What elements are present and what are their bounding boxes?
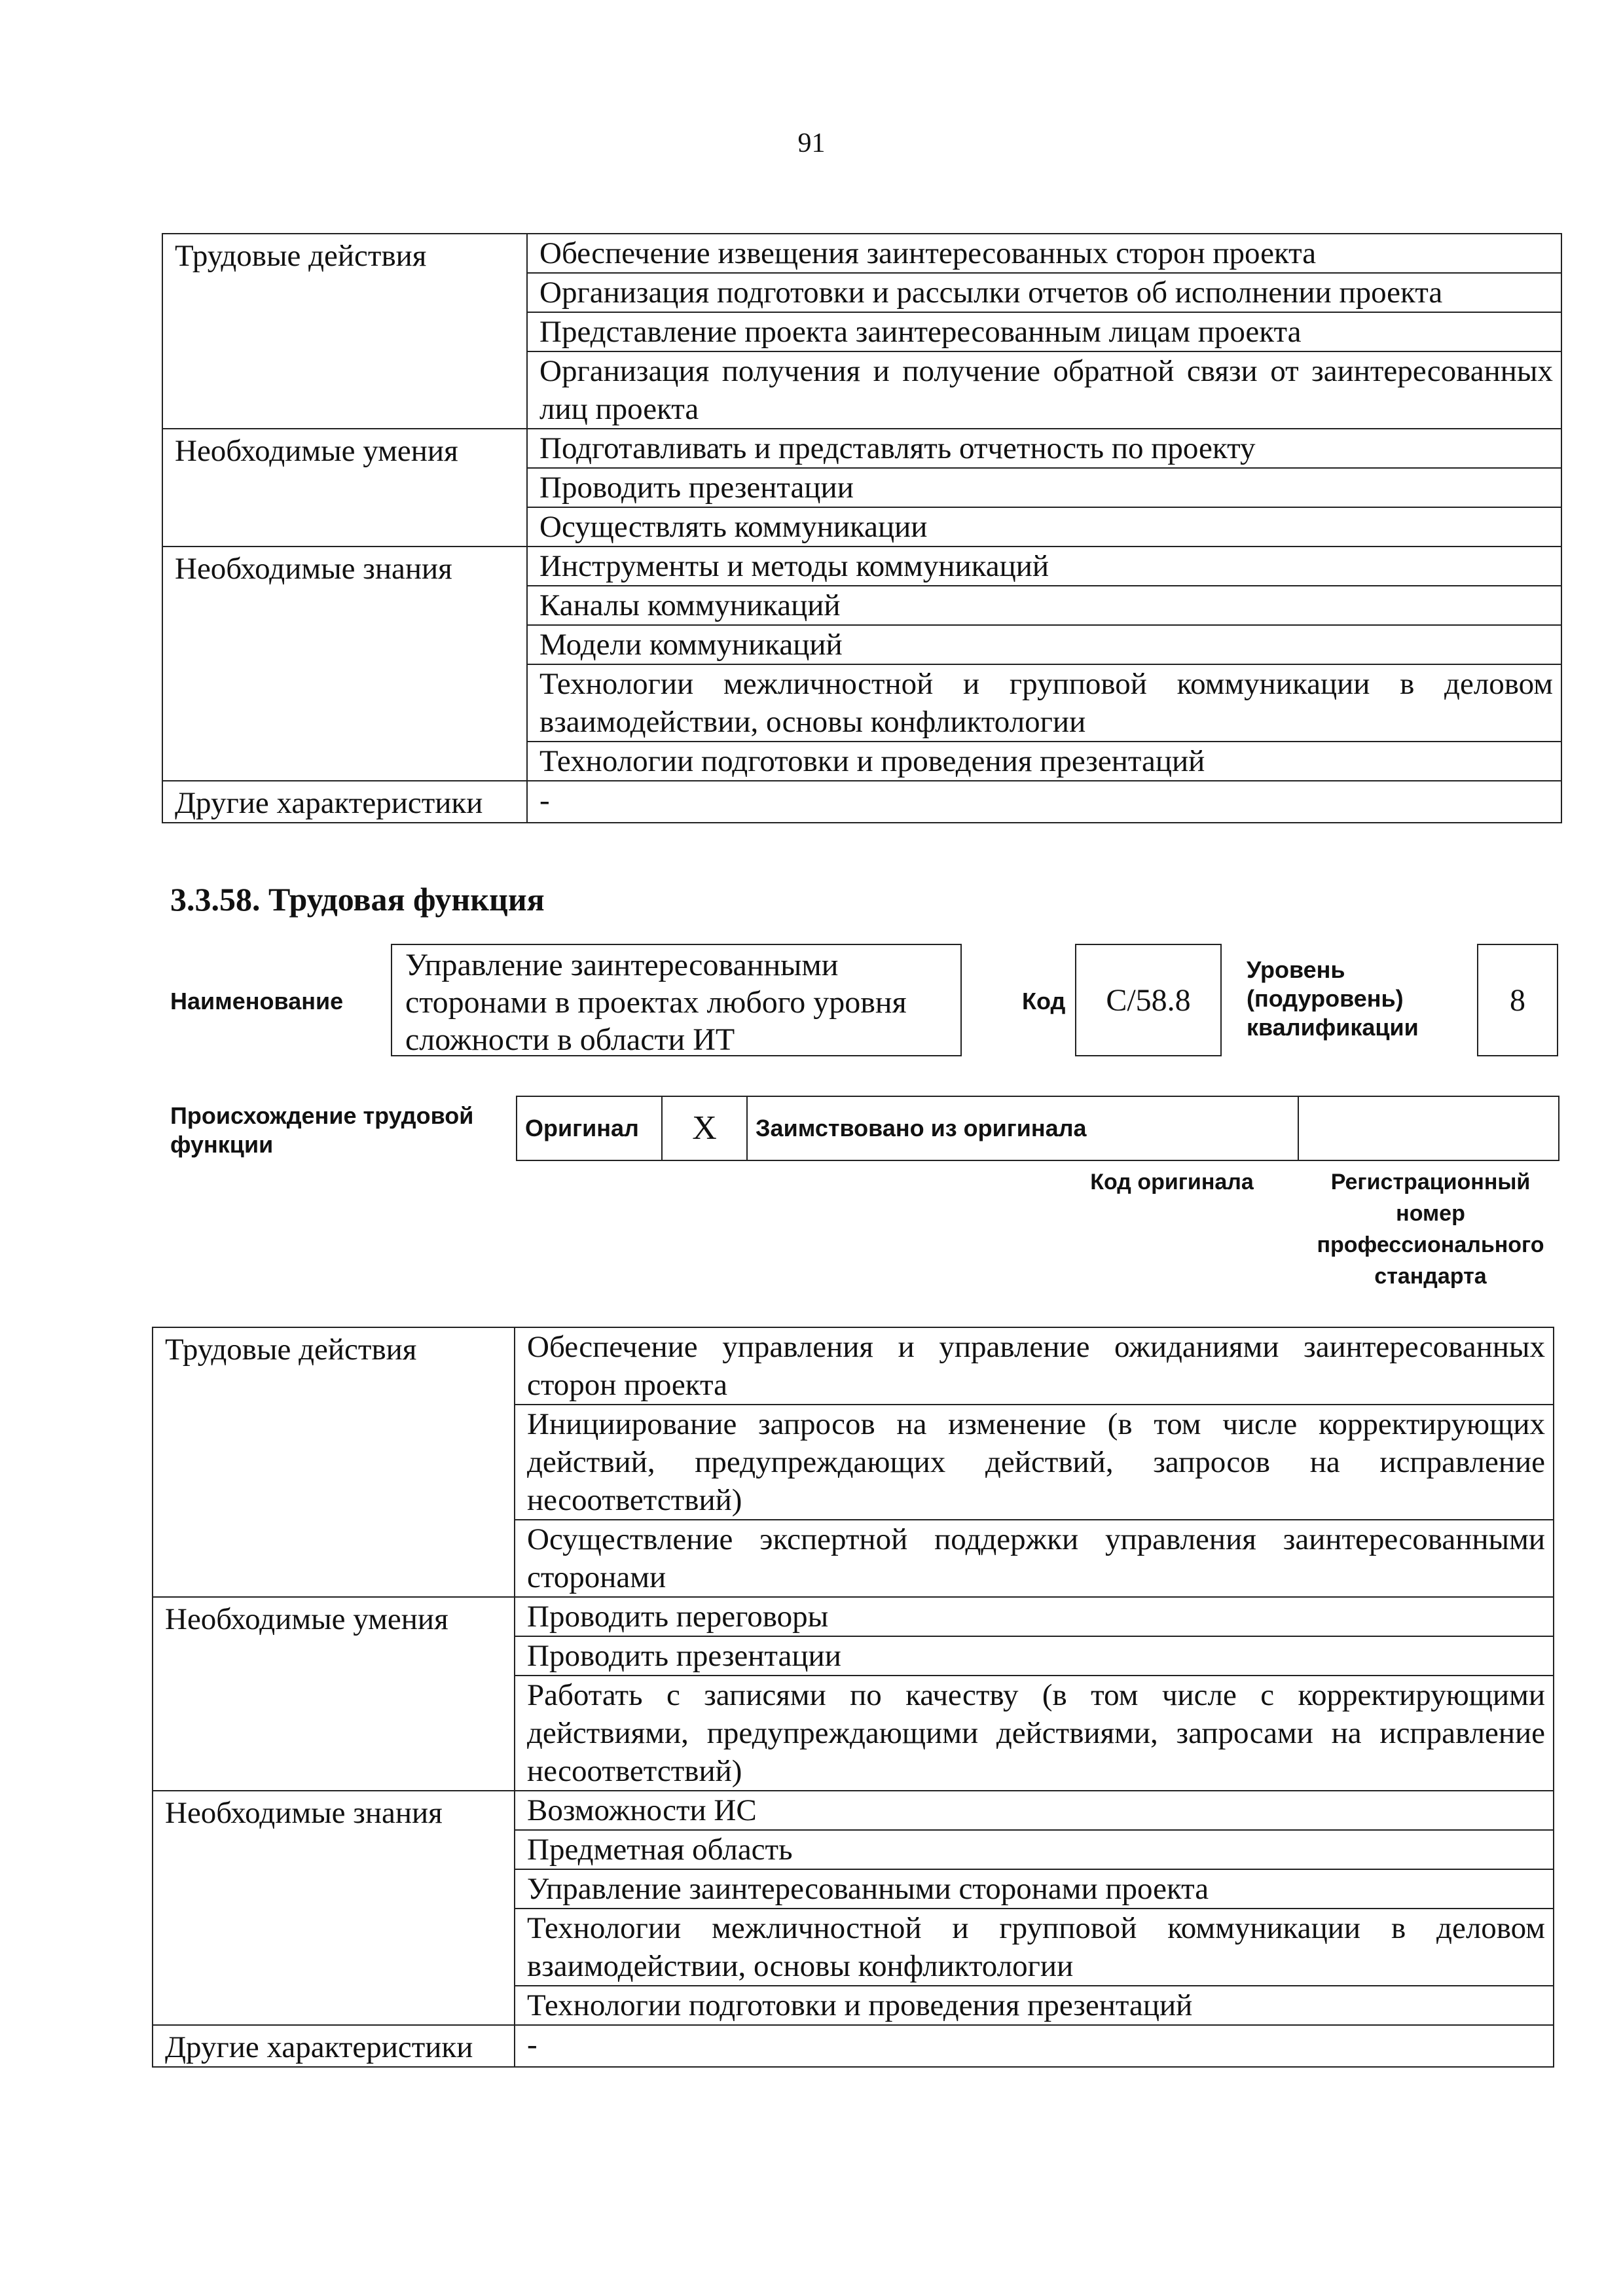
table-row xyxy=(162,781,1561,823)
function-code-box xyxy=(1075,944,1222,1056)
requirement-item: Модели коммуникаций xyxy=(527,625,1561,664)
origin-borrowed-cell: Заимствовано из оригинала xyxy=(747,1096,1298,1160)
table-row xyxy=(153,2025,1554,2067)
qualification-level-box xyxy=(1477,944,1558,1056)
requirement-item: Технологии межличностной и групповой коммуникации в деловом взаимодействии, основы конфликтологии xyxy=(527,664,1561,742)
requirements-table-1 xyxy=(162,233,1562,823)
requirement-item: - xyxy=(527,781,1561,823)
requirement-item: Управление заинтересованными сторонами проекта xyxy=(515,1869,1554,1909)
row-label: Необходимые знания xyxy=(162,547,527,781)
requirement-item: - xyxy=(515,2025,1554,2067)
caption-original-code: Код оригинала xyxy=(1090,1170,1254,1194)
requirement-item: Проводить презентации xyxy=(527,468,1561,507)
table-row xyxy=(162,429,1561,468)
requirement-item: Организация получения и получение обратной связи от заинтересованных лиц проекта xyxy=(527,351,1561,429)
row-label: Другие характеристики xyxy=(162,781,527,823)
origin-original-cell: Оригинал xyxy=(517,1096,662,1160)
row-label: Необходимые знания xyxy=(153,1791,515,2025)
function-code: С/58.8 xyxy=(1106,982,1191,1018)
origin-label: Происхождение трудовой функции xyxy=(170,1102,474,1158)
requirement-item: Технологии подготовки и проведения презентаций xyxy=(515,1986,1554,2025)
function-name-box: Управление заинтересованными сторонами в проектах любого уровня сложности в области ИТ xyxy=(391,944,962,1056)
caption-registration-number: Регистрационный номер профессионального стандарта xyxy=(1317,1170,1544,1289)
row-label: Трудовые действия xyxy=(162,234,527,429)
row-label: Трудовые действия xyxy=(153,1327,515,1597)
requirement-item: Технологии межличностной и групповой коммуникации в деловом взаимодействии, основы конфликтологии xyxy=(515,1909,1554,1986)
table-row xyxy=(153,1791,1554,1830)
table-row xyxy=(153,1597,1554,1636)
origin-table xyxy=(516,1096,1559,1161)
requirement-item: Проводить презентации xyxy=(515,1636,1554,1676)
requirement-item: Осуществлять коммуникации xyxy=(527,507,1561,547)
registration-number-cell xyxy=(1298,1096,1559,1160)
requirements-table-2 xyxy=(152,1327,1554,2068)
requirement-item: Инициирование запросов на изменение (в том числе корректирующих действий, предупреждающих действий, запросов на исправление несоответствий) xyxy=(515,1405,1554,1520)
requirement-item: Инструменты и методы коммуникаций xyxy=(527,547,1561,586)
requirement-item: Подготавливать и представлять отчетность по проекту xyxy=(527,429,1561,468)
requirement-item: Осуществление экспертной поддержки управления заинтересованными сторонами xyxy=(515,1520,1554,1597)
requirement-item: Возможности ИС xyxy=(515,1791,1554,1830)
requirement-item: Предметная область xyxy=(515,1830,1554,1869)
section-heading: 3.3.58. Трудовая функция xyxy=(170,881,545,918)
code-label: Код xyxy=(1022,988,1066,1014)
requirement-item: Обеспечение извещения заинтересованных сторон проекта xyxy=(527,234,1561,273)
requirement-item: Каналы коммуникаций xyxy=(527,586,1561,625)
row-label: Необходимые умения xyxy=(153,1597,515,1791)
table-row xyxy=(162,234,1561,273)
table-row xyxy=(153,1327,1554,1405)
requirement-item: Работать с записями по качеству (в том числе с корректирующими действиями, предупреждающими действиями, запросами на исправление несоответствий) xyxy=(515,1676,1554,1791)
requirement-item: Технологии подготовки и проведения презентаций xyxy=(527,742,1561,781)
page-number: 91 xyxy=(797,128,826,158)
level-label: Уровень (подуровень) квалификации xyxy=(1247,956,1419,1041)
row-label: Другие характеристики xyxy=(153,2025,515,2067)
requirement-item: Организация подготовки и рассылки отчетов об исполнении проекта xyxy=(527,273,1561,312)
requirement-item: Представление проекта заинтересованным лицам проекта xyxy=(527,312,1561,351)
requirement-item: Обеспечение управления и управление ожиданиями заинтересованных сторон проекта xyxy=(515,1327,1554,1405)
table-row xyxy=(162,547,1561,586)
qualification-level: 8 xyxy=(1510,982,1525,1018)
requirement-item: Проводить переговоры xyxy=(515,1597,1554,1636)
row-label: Необходимые умения xyxy=(162,429,527,547)
name-label: Наименование xyxy=(170,988,344,1014)
origin-mark-cell: X xyxy=(662,1096,747,1160)
